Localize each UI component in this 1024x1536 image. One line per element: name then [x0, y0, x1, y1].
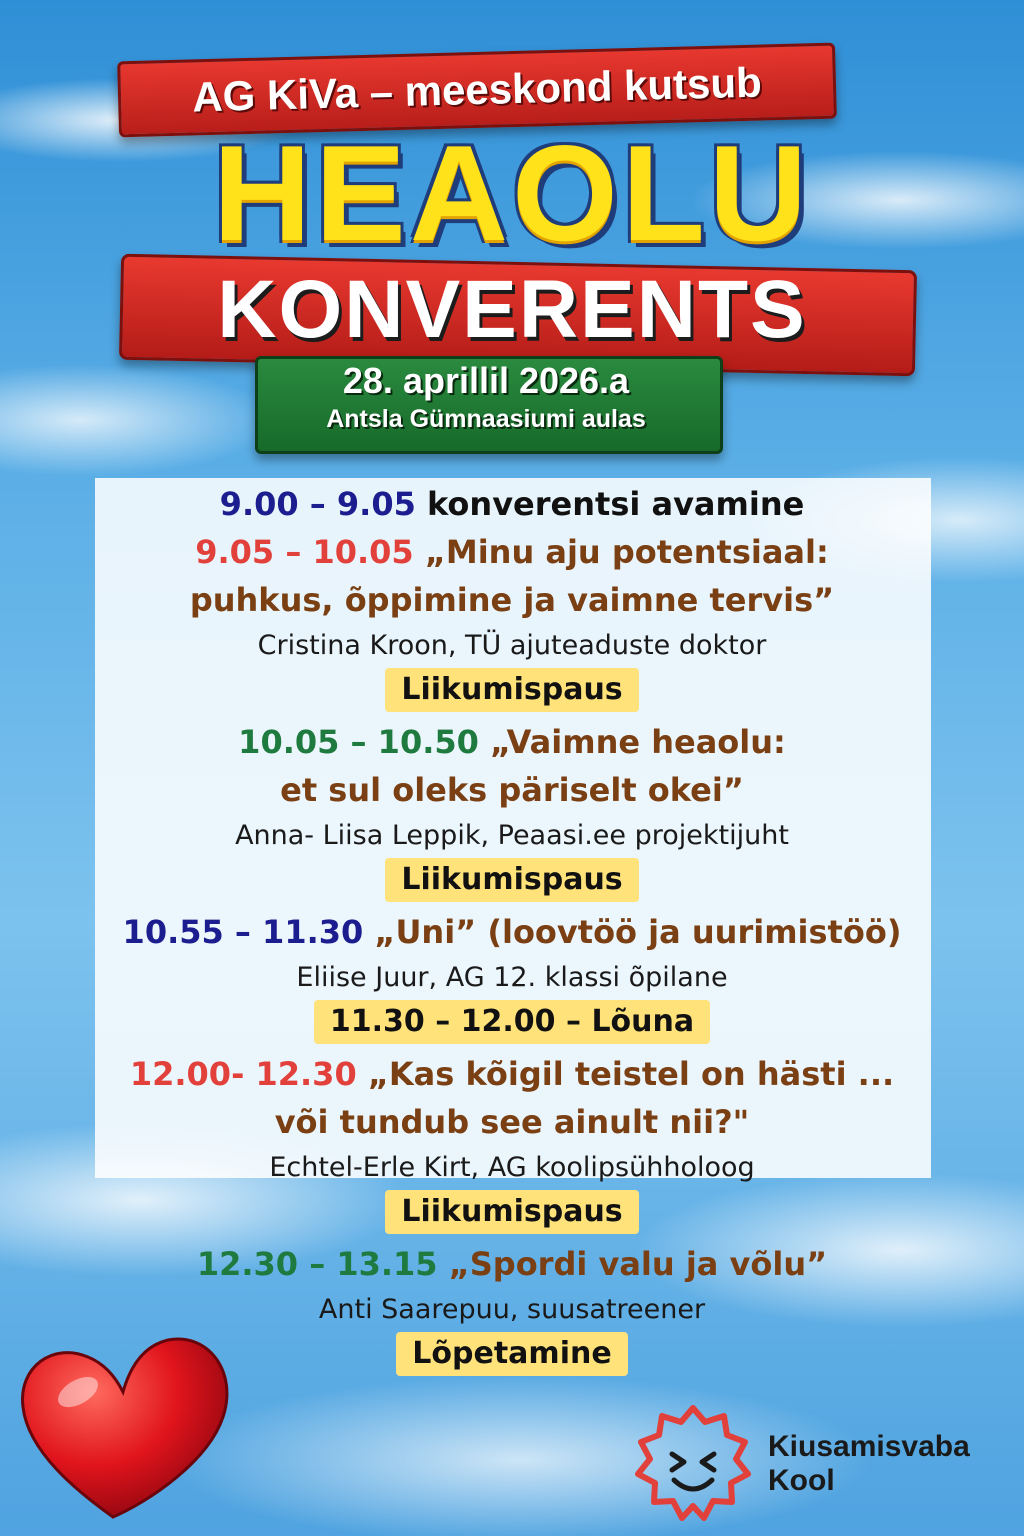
- item-title: „Kas kõigil teistel on hästi ...: [367, 1055, 895, 1093]
- event-date: 28. aprillil 2026.a: [342, 360, 630, 401]
- logo-text: [768, 1430, 970, 1498]
- item-speaker: Eliise Juur, AG 12. klassi õpilane: [296, 962, 728, 993]
- event-venue: Antsla Gümnaasiumi aulas: [326, 405, 646, 433]
- logo-line2: Kool: [768, 1464, 835, 1497]
- pause-label: Liikumispaus: [385, 858, 638, 902]
- subtitle: KONVERENTS: [217, 264, 807, 355]
- item-time: 9.05 – 10.05: [195, 533, 414, 571]
- item-speaker: Anti Saarepuu, suusatreener: [318, 1294, 706, 1325]
- pause-label: Liikumispaus: [385, 668, 638, 712]
- item-time: 12.30 – 13.15: [196, 1245, 438, 1283]
- closing-label: Lõpetamine: [396, 1332, 627, 1376]
- item-title: „Vaimne heaolu:: [490, 723, 786, 761]
- main-title: HEAOLU: [212, 117, 812, 269]
- schedule: [0, 480, 1024, 1382]
- item-title-cont: puhkus, õppimine ja vaimne tervis”: [189, 581, 835, 619]
- item-speaker: Echtel-Erle Kirt, AG koolipsühholoog: [269, 1152, 755, 1183]
- kiusamisvaba-kool-logo-icon: [632, 1402, 754, 1524]
- item-speaker: Anna- Liisa Leppik, Peaasi.ee projektijuht: [235, 820, 789, 851]
- item-time: 10.55 – 11.30: [122, 913, 364, 951]
- schedule-item-opening: [0, 480, 1024, 528]
- invite-text: AG KiVa – meeskond kutsub: [191, 58, 763, 121]
- heart-icon: [18, 1322, 236, 1522]
- item-title: „Minu aju potentsiaal:: [424, 533, 829, 571]
- item-speaker: Cristina Kroon, TÜ ajuteaduste doktor: [257, 630, 767, 661]
- item-time: 10.05 – 10.50: [238, 723, 479, 761]
- item-title-cont: et sul oleks päriselt okei”: [280, 771, 744, 809]
- schedule-item-others: [0, 1050, 1024, 1098]
- lunch-label: 11.30 – 12.00 – Lõuna: [314, 1000, 710, 1044]
- schedule-item-wellbeing: [0, 718, 1024, 766]
- item-time: 12.00- 12.30: [129, 1055, 357, 1093]
- item-title: „Spordi valu ja võlu”: [448, 1245, 828, 1283]
- item-title: „Uni” (loovtöö ja uurimistöö): [374, 913, 902, 951]
- item-title-cont: või tundub see ainult nii?": [274, 1103, 750, 1141]
- schedule-item-brain: [0, 528, 1024, 576]
- schedule-item-sleep: [0, 908, 1024, 956]
- item-title: konverentsi avamine: [427, 485, 805, 523]
- logo-line1: Kiusamisvaba: [768, 1430, 970, 1463]
- item-time: 9.00 – 9.05: [219, 485, 416, 523]
- pause-label: Liikumispaus: [385, 1190, 638, 1234]
- schedule-item-sport: [0, 1240, 1024, 1288]
